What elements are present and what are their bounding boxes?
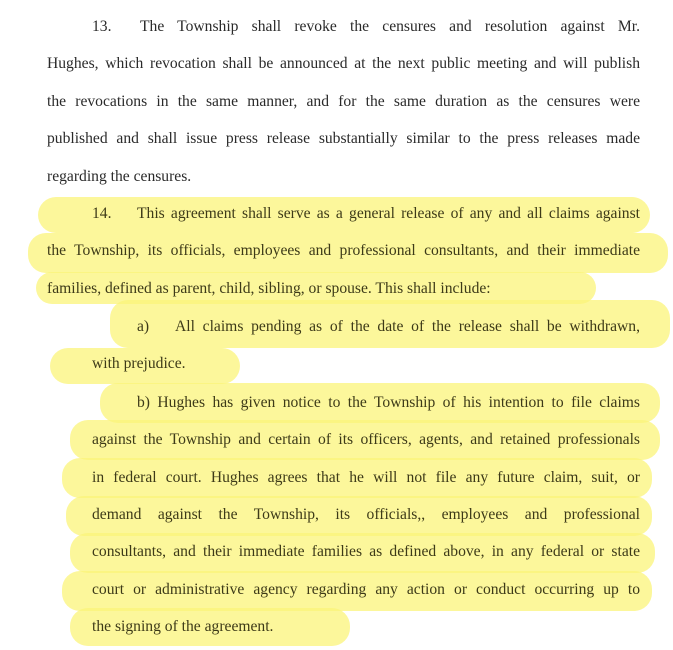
text-line: b) Hughes has given notice to the Township of his intention to file claims	[137, 394, 640, 411]
paragraph-number: 13.	[92, 18, 112, 35]
text-line: consultants, and their immediate families as defined above, in any federal or state	[92, 543, 640, 560]
text-line: regarding the censures.	[47, 168, 192, 185]
text-line: the revocations in the same manner, and for the same duration as the censures were	[47, 93, 640, 110]
text-line: in federal court. Hughes agrees that he will not file any future claim, suit, or	[92, 469, 640, 486]
text-line: demand against the Township, its officials,, employees and professional	[92, 506, 640, 523]
text-line: families, defined as parent, child, sibling, or spouse. This shall include:	[47, 280, 491, 297]
text-line: with prejudice.	[92, 355, 186, 372]
paragraph-number: 14.	[92, 205, 112, 222]
text-line: The Township shall revoke the censures and resolution against Mr.	[140, 18, 640, 35]
text-line: against the Township and certain of its officers, agents, and retained professionals	[92, 431, 640, 448]
text-line: court or administrative agency regarding any action or conduct occurring up to	[92, 581, 640, 598]
text-line: This agreement shall serve as a general release of any and all claims against	[137, 205, 640, 222]
text-line: the signing of the agreement.	[92, 618, 274, 635]
text-line: Hughes, which revocation shall be announced at the next public meeting and will publish	[47, 55, 640, 72]
item-marker: a)	[137, 318, 150, 335]
text-line: the Township, its officials, employees and professional consultants, and their immediate	[47, 242, 640, 259]
text-line: All claims pending as of the date of the release shall be withdrawn,	[175, 318, 640, 335]
text-line: published and shall issue press release substantially similar to the press releases made	[47, 130, 640, 147]
